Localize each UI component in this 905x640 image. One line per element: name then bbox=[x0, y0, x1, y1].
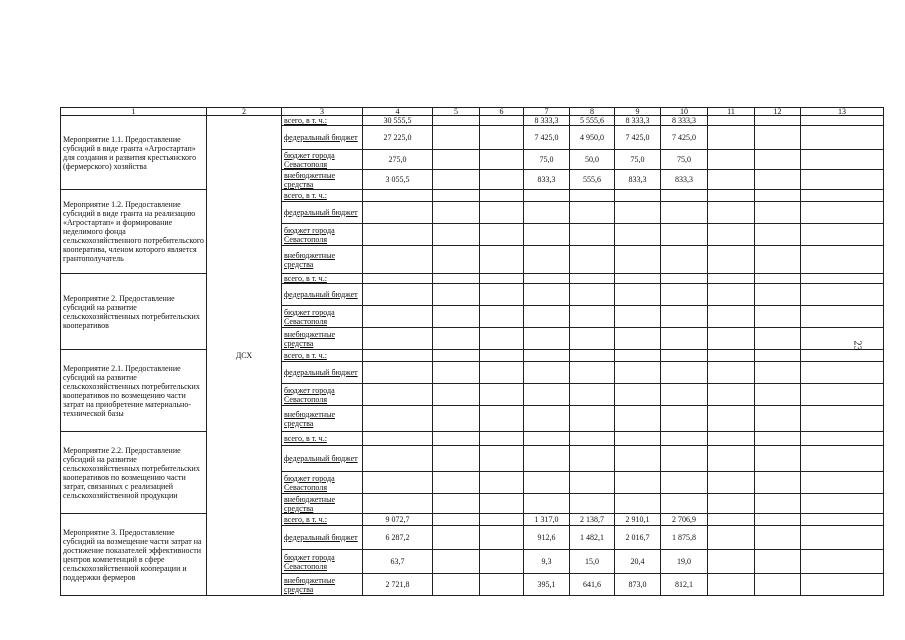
value-cell bbox=[615, 306, 661, 328]
funding-source: бюджет города Севастополя bbox=[282, 384, 363, 406]
value-cell bbox=[801, 306, 884, 328]
value-cell bbox=[363, 406, 433, 432]
value-cell bbox=[480, 550, 524, 574]
value-cell: 9 072,7 bbox=[363, 514, 433, 526]
value-cell: 2 910,1 bbox=[615, 514, 661, 526]
value-cell bbox=[708, 350, 755, 362]
value-cell bbox=[661, 274, 708, 284]
value-cell: 2 016,7 bbox=[615, 526, 661, 550]
value-cell bbox=[755, 406, 801, 432]
value-cell bbox=[433, 116, 480, 126]
value-cell bbox=[570, 350, 615, 362]
value-cell: 27 225,0 bbox=[363, 126, 433, 150]
column-header: 12 bbox=[755, 108, 801, 116]
value-cell bbox=[570, 446, 615, 472]
value-cell bbox=[755, 246, 801, 274]
value-cell bbox=[524, 384, 570, 406]
value-cell bbox=[433, 472, 480, 494]
column-header: 10 bbox=[661, 108, 708, 116]
value-cell bbox=[480, 362, 524, 384]
value-cell: 1 317,0 bbox=[524, 514, 570, 526]
value-cell bbox=[480, 472, 524, 494]
value-cell bbox=[801, 170, 884, 190]
value-cell bbox=[433, 526, 480, 550]
value-cell bbox=[708, 574, 755, 596]
value-cell bbox=[524, 406, 570, 432]
value-cell bbox=[480, 494, 524, 514]
funding-source: федеральный бюджет bbox=[282, 446, 363, 472]
value-cell bbox=[708, 116, 755, 126]
value-cell: 30 555,5 bbox=[363, 116, 433, 126]
value-cell bbox=[801, 526, 884, 550]
funding-source: бюджет города Севастополя bbox=[282, 550, 363, 574]
value-cell bbox=[480, 328, 524, 350]
value-cell bbox=[615, 384, 661, 406]
value-cell bbox=[433, 384, 480, 406]
value-cell bbox=[755, 574, 801, 596]
value-cell bbox=[801, 190, 884, 202]
value-cell bbox=[755, 362, 801, 384]
value-cell bbox=[480, 190, 524, 202]
value-cell bbox=[363, 362, 433, 384]
value-cell bbox=[524, 246, 570, 274]
value-cell: 3 055,5 bbox=[363, 170, 433, 190]
value-cell bbox=[801, 284, 884, 306]
value-cell bbox=[433, 350, 480, 362]
value-cell bbox=[708, 446, 755, 472]
column-header: 4 bbox=[363, 108, 433, 116]
value-cell bbox=[480, 432, 524, 446]
value-cell bbox=[708, 202, 755, 224]
value-cell: 2 138,7 bbox=[570, 514, 615, 526]
value-cell bbox=[433, 202, 480, 224]
value-cell: 833,3 bbox=[661, 170, 708, 190]
value-cell bbox=[433, 306, 480, 328]
value-cell bbox=[480, 224, 524, 246]
value-cell bbox=[801, 406, 884, 432]
value-cell: 19,0 bbox=[661, 550, 708, 574]
value-cell: 6 287,2 bbox=[363, 526, 433, 550]
value-cell bbox=[801, 362, 884, 384]
value-cell bbox=[363, 274, 433, 284]
value-cell bbox=[433, 126, 480, 150]
value-cell bbox=[524, 224, 570, 246]
value-cell bbox=[480, 384, 524, 406]
funding-source: внебюджетные средства bbox=[282, 494, 363, 514]
table-row bbox=[61, 350, 884, 362]
value-cell bbox=[570, 384, 615, 406]
event-name: Мероприятие 2.2. Предоставление субсидий на развитие сельскохозяйственных потребительских кооперативов по возмещению части затрат, связанных с реализацией сельскохозяйственной продукции bbox=[61, 432, 207, 514]
value-cell bbox=[615, 246, 661, 274]
value-cell bbox=[570, 328, 615, 350]
funding-source: внебюджетные средства bbox=[282, 246, 363, 274]
page-number: 23 bbox=[851, 340, 863, 351]
value-cell: 75,0 bbox=[615, 150, 661, 170]
value-cell bbox=[480, 126, 524, 150]
value-cell bbox=[708, 170, 755, 190]
value-cell bbox=[755, 550, 801, 574]
value-cell: 873,0 bbox=[615, 574, 661, 596]
column-header: 9 bbox=[615, 108, 661, 116]
value-cell bbox=[661, 284, 708, 306]
value-cell bbox=[708, 362, 755, 384]
funding-source: федеральный бюджет bbox=[282, 284, 363, 306]
event-name: Мероприятие 2. Предоставление субсидий на развитие сельскохозяйственных потребительских кооперативов bbox=[61, 274, 207, 350]
value-cell bbox=[570, 224, 615, 246]
value-cell bbox=[801, 384, 884, 406]
value-cell bbox=[524, 284, 570, 306]
value-cell bbox=[661, 362, 708, 384]
value-cell bbox=[480, 350, 524, 362]
value-cell bbox=[755, 150, 801, 170]
value-cell bbox=[524, 274, 570, 284]
value-cell bbox=[708, 150, 755, 170]
value-cell bbox=[708, 406, 755, 432]
value-cell: 63,7 bbox=[363, 550, 433, 574]
value-cell bbox=[363, 432, 433, 446]
value-cell: 7 425,0 bbox=[524, 126, 570, 150]
value-cell bbox=[708, 550, 755, 574]
value-cell bbox=[433, 224, 480, 246]
value-cell bbox=[363, 350, 433, 362]
value-cell bbox=[801, 446, 884, 472]
value-cell: 8 333,3 bbox=[661, 116, 708, 126]
value-cell bbox=[480, 150, 524, 170]
value-cell bbox=[661, 190, 708, 202]
value-cell bbox=[570, 246, 615, 274]
value-cell bbox=[801, 350, 884, 362]
value-cell bbox=[708, 246, 755, 274]
value-cell: 1 482,1 bbox=[570, 526, 615, 550]
value-cell bbox=[524, 190, 570, 202]
column-header: 5 bbox=[433, 108, 480, 116]
funding-source: всего, в т. ч.: bbox=[282, 432, 363, 446]
value-cell bbox=[433, 446, 480, 472]
value-cell bbox=[801, 126, 884, 150]
value-cell: 1 875,8 bbox=[661, 526, 708, 550]
funding-source: всего, в т. ч.: bbox=[282, 274, 363, 284]
value-cell: 833,3 bbox=[524, 170, 570, 190]
value-cell bbox=[433, 246, 480, 274]
value-cell bbox=[615, 284, 661, 306]
funding-source: бюджет города Севастополя bbox=[282, 306, 363, 328]
value-cell bbox=[755, 170, 801, 190]
value-cell bbox=[570, 202, 615, 224]
value-cell bbox=[708, 514, 755, 526]
funding-source: всего, в т. ч.: bbox=[282, 190, 363, 202]
value-cell bbox=[708, 306, 755, 328]
value-cell bbox=[801, 550, 884, 574]
value-cell: 7 425,0 bbox=[661, 126, 708, 150]
value-cell bbox=[755, 514, 801, 526]
value-cell bbox=[570, 190, 615, 202]
value-cell bbox=[433, 494, 480, 514]
value-cell: 2 721,8 bbox=[363, 574, 433, 596]
value-cell bbox=[661, 202, 708, 224]
table-row bbox=[61, 432, 884, 446]
value-cell bbox=[615, 406, 661, 432]
value-cell bbox=[708, 274, 755, 284]
value-cell: 5 555,6 bbox=[570, 116, 615, 126]
value-cell bbox=[570, 306, 615, 328]
value-cell bbox=[615, 432, 661, 446]
value-cell bbox=[433, 406, 480, 432]
funding-source: всего, в т. ч.: bbox=[282, 116, 363, 126]
value-cell bbox=[480, 446, 524, 472]
column-header: 11 bbox=[708, 108, 755, 116]
value-cell bbox=[524, 446, 570, 472]
value-cell bbox=[708, 526, 755, 550]
column-header: 1 bbox=[61, 108, 207, 116]
funding-source: федеральный бюджет bbox=[282, 362, 363, 384]
value-cell bbox=[708, 472, 755, 494]
value-cell bbox=[661, 328, 708, 350]
value-cell bbox=[524, 350, 570, 362]
value-cell bbox=[661, 384, 708, 406]
value-cell bbox=[755, 350, 801, 362]
value-cell bbox=[480, 284, 524, 306]
value-cell bbox=[524, 362, 570, 384]
executor: ДСХ bbox=[207, 116, 282, 596]
value-cell bbox=[661, 432, 708, 446]
value-cell: 812,1 bbox=[661, 574, 708, 596]
value-cell bbox=[570, 472, 615, 494]
value-cell bbox=[524, 472, 570, 494]
value-cell bbox=[433, 150, 480, 170]
value-cell bbox=[801, 246, 884, 274]
value-cell bbox=[755, 306, 801, 328]
value-cell bbox=[433, 550, 480, 574]
column-header: 3 bbox=[282, 108, 363, 116]
funding-source: внебюджетные средства bbox=[282, 574, 363, 596]
value-cell bbox=[524, 494, 570, 514]
value-cell bbox=[755, 384, 801, 406]
value-cell bbox=[801, 494, 884, 514]
value-cell bbox=[570, 284, 615, 306]
value-cell bbox=[755, 126, 801, 150]
value-cell bbox=[708, 432, 755, 446]
value-cell bbox=[755, 274, 801, 284]
value-cell bbox=[661, 446, 708, 472]
value-cell: 641,6 bbox=[570, 574, 615, 596]
funding-source: внебюджетные средства bbox=[282, 328, 363, 350]
value-cell bbox=[755, 328, 801, 350]
value-cell bbox=[801, 574, 884, 596]
funding-source: бюджет города Севастополя bbox=[282, 224, 363, 246]
value-cell bbox=[480, 306, 524, 328]
value-cell bbox=[363, 494, 433, 514]
column-header: 13 bbox=[801, 108, 884, 116]
value-cell bbox=[755, 432, 801, 446]
value-cell: 7 425,0 bbox=[615, 126, 661, 150]
funding-source: внебюджетные средства bbox=[282, 406, 363, 432]
value-cell bbox=[708, 384, 755, 406]
value-cell bbox=[755, 190, 801, 202]
value-cell: 20,4 bbox=[615, 550, 661, 574]
funding-source: внебюджетные средства bbox=[282, 170, 363, 190]
value-cell bbox=[480, 526, 524, 550]
value-cell bbox=[661, 472, 708, 494]
value-cell bbox=[480, 170, 524, 190]
value-cell bbox=[661, 350, 708, 362]
funding-source: федеральный бюджет bbox=[282, 126, 363, 150]
column-header: 6 bbox=[480, 108, 524, 116]
value-cell bbox=[433, 328, 480, 350]
value-cell bbox=[480, 574, 524, 596]
value-cell bbox=[433, 574, 480, 596]
value-cell bbox=[801, 150, 884, 170]
value-cell bbox=[433, 190, 480, 202]
budget-table bbox=[60, 107, 884, 596]
value-cell: 4 950,0 bbox=[570, 126, 615, 150]
value-cell: 8 333,3 bbox=[524, 116, 570, 126]
value-cell bbox=[801, 224, 884, 246]
value-cell bbox=[363, 190, 433, 202]
value-cell bbox=[363, 306, 433, 328]
value-cell bbox=[708, 126, 755, 150]
value-cell bbox=[801, 274, 884, 284]
value-cell bbox=[615, 494, 661, 514]
value-cell bbox=[480, 116, 524, 126]
value-cell bbox=[615, 350, 661, 362]
value-cell bbox=[661, 306, 708, 328]
table-row bbox=[61, 274, 884, 284]
funding-source: бюджет города Севастополя bbox=[282, 150, 363, 170]
event-name: Мероприятие 1.2. Предоставление субсидий в виде гранта на реализацию «Агростартап» и формирование неделимого фонда сельскохозяйственного потребительского кооператива, членом которого является грантополучатель bbox=[61, 190, 207, 274]
value-cell bbox=[661, 494, 708, 514]
value-cell bbox=[708, 284, 755, 306]
table-row bbox=[61, 190, 884, 202]
value-cell bbox=[433, 514, 480, 526]
value-cell bbox=[755, 446, 801, 472]
funding-source: всего, в т. ч.: bbox=[282, 514, 363, 526]
table-row bbox=[61, 514, 884, 526]
value-cell bbox=[708, 190, 755, 202]
value-cell bbox=[801, 116, 884, 126]
funding-source: федеральный бюджет bbox=[282, 202, 363, 224]
value-cell: 275,0 bbox=[363, 150, 433, 170]
value-cell: 75,0 bbox=[661, 150, 708, 170]
value-cell bbox=[363, 328, 433, 350]
event-name: Мероприятие 1.1. Предоставление субсидий в виде гранта «Агростартап» для создания и развития крестьянского (фермерского) хозяйства bbox=[61, 116, 207, 190]
value-cell bbox=[801, 472, 884, 494]
value-cell bbox=[480, 202, 524, 224]
value-cell: 2 706,9 bbox=[661, 514, 708, 526]
value-cell bbox=[433, 274, 480, 284]
value-cell: 555,6 bbox=[570, 170, 615, 190]
value-cell bbox=[708, 224, 755, 246]
value-cell bbox=[570, 274, 615, 284]
column-header: 8 bbox=[570, 108, 615, 116]
event-name: Мероприятие 2.1. Предоставление субсидий на развитие сельскохозяйственных потребительских кооперативов по возмещению части затрат на приобретение материально-технической базы bbox=[61, 350, 207, 432]
value-cell bbox=[615, 362, 661, 384]
table-row bbox=[61, 116, 884, 126]
value-cell bbox=[615, 446, 661, 472]
value-cell bbox=[363, 472, 433, 494]
value-cell bbox=[363, 202, 433, 224]
value-cell bbox=[363, 446, 433, 472]
value-cell bbox=[708, 328, 755, 350]
value-cell bbox=[755, 202, 801, 224]
value-cell bbox=[480, 274, 524, 284]
value-cell bbox=[433, 284, 480, 306]
value-cell bbox=[480, 246, 524, 274]
value-cell bbox=[433, 432, 480, 446]
value-cell: 8 333,3 bbox=[615, 116, 661, 126]
value-cell bbox=[661, 406, 708, 432]
value-cell bbox=[801, 432, 884, 446]
value-cell bbox=[524, 202, 570, 224]
value-cell bbox=[661, 224, 708, 246]
value-cell bbox=[570, 406, 615, 432]
column-header: 2 bbox=[207, 108, 282, 116]
value-cell bbox=[524, 432, 570, 446]
value-cell bbox=[363, 284, 433, 306]
value-cell: 15,0 bbox=[570, 550, 615, 574]
value-cell bbox=[615, 224, 661, 246]
value-cell bbox=[363, 246, 433, 274]
value-cell bbox=[615, 328, 661, 350]
event-name: Мероприятие 3. Предоставление субсидий на возмещение части затрат на достижение показателей эффективности центров компетенций в сфере сельскохозяйственной кооперации и поддержки фермеров bbox=[61, 514, 207, 596]
funding-source: федеральный бюджет bbox=[282, 526, 363, 550]
value-cell: 75,0 bbox=[524, 150, 570, 170]
value-cell: 9,3 bbox=[524, 550, 570, 574]
value-cell bbox=[524, 306, 570, 328]
value-cell bbox=[755, 224, 801, 246]
value-cell bbox=[570, 432, 615, 446]
value-cell bbox=[708, 494, 755, 514]
value-cell bbox=[570, 494, 615, 514]
funding-source: бюджет города Севастополя bbox=[282, 472, 363, 494]
value-cell: 912,6 bbox=[524, 526, 570, 550]
value-cell bbox=[801, 202, 884, 224]
value-cell: 50,0 bbox=[570, 150, 615, 170]
value-cell bbox=[363, 224, 433, 246]
value-cell bbox=[755, 494, 801, 514]
value-cell bbox=[755, 526, 801, 550]
value-cell: 395,1 bbox=[524, 574, 570, 596]
value-cell bbox=[755, 472, 801, 494]
value-cell bbox=[433, 362, 480, 384]
value-cell bbox=[363, 384, 433, 406]
value-cell bbox=[480, 514, 524, 526]
value-cell bbox=[615, 190, 661, 202]
value-cell bbox=[570, 362, 615, 384]
value-cell bbox=[755, 116, 801, 126]
value-cell bbox=[480, 406, 524, 432]
value-cell bbox=[801, 328, 884, 350]
value-cell bbox=[661, 246, 708, 274]
value-cell bbox=[524, 328, 570, 350]
value-cell bbox=[615, 274, 661, 284]
value-cell bbox=[755, 284, 801, 306]
value-cell bbox=[433, 170, 480, 190]
value-cell bbox=[801, 514, 884, 526]
value-cell bbox=[615, 472, 661, 494]
value-cell: 833,3 bbox=[615, 170, 661, 190]
header-row bbox=[61, 108, 884, 116]
column-header: 7 bbox=[524, 108, 570, 116]
value-cell bbox=[615, 202, 661, 224]
funding-source: всего, в т. ч.: bbox=[282, 350, 363, 362]
